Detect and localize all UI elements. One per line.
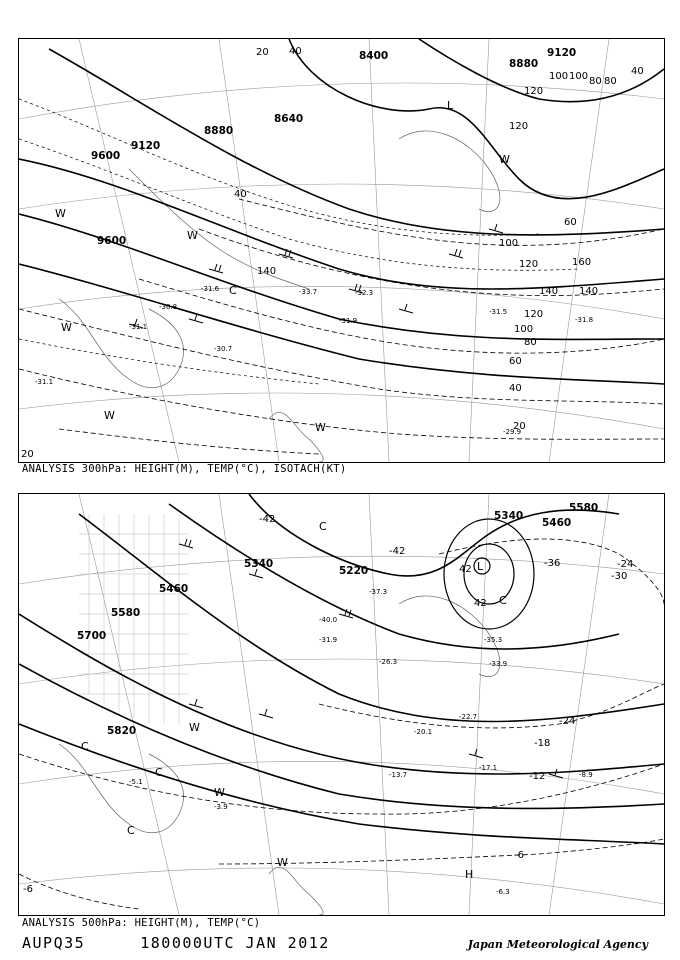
- svg-text:-20.1: -20.1: [414, 728, 433, 736]
- height-label: 8400: [359, 50, 389, 62]
- svg-text:W: W: [277, 856, 288, 869]
- svg-text:120: 120: [524, 86, 544, 97]
- svg-text:40: 40: [289, 46, 302, 57]
- isotach-labels: [21, 46, 644, 460]
- bulletin-header: [22, 934, 330, 952]
- svg-text:-30.7: -30.7: [214, 345, 233, 353]
- svg-text:-29.9: -29.9: [503, 428, 522, 436]
- svg-text:5580: 5580: [111, 607, 141, 619]
- svg-text:-31.9: -31.9: [319, 636, 338, 644]
- height-contours: [19, 494, 664, 844]
- svg-text:W: W: [187, 229, 198, 242]
- svg-text:-40.0: -40.0: [319, 616, 338, 624]
- svg-text:C: C: [319, 520, 327, 533]
- svg-text:40: 40: [509, 383, 522, 394]
- svg-text:C: C: [229, 284, 237, 297]
- svg-text:20: 20: [21, 449, 34, 460]
- svg-text:W: W: [61, 321, 72, 334]
- svg-text:140: 140: [539, 286, 559, 297]
- height-label: 8880: [204, 125, 234, 137]
- svg-text:-31.1: -31.1: [35, 378, 54, 386]
- svg-text:5220: 5220: [339, 565, 369, 577]
- low-contours: [444, 519, 534, 629]
- svg-text:C: C: [499, 594, 507, 607]
- svg-text:-6: -6: [23, 884, 33, 895]
- svg-text:60: 60: [509, 356, 522, 367]
- svg-text:W: W: [55, 207, 66, 220]
- svg-text:42: 42: [474, 598, 487, 609]
- height-label: 8880: [509, 58, 539, 70]
- caption-300hpa: ANALYSIS 300hPa: HEIGHT(M), TEMP(°C), ISOTACH(KT): [22, 463, 347, 475]
- svg-text:20: 20: [256, 47, 269, 58]
- height-label: 9600: [97, 235, 127, 247]
- svg-text:-24: -24: [617, 559, 634, 570]
- wind-barbs: [179, 539, 563, 778]
- svg-text:5340: 5340: [494, 510, 524, 522]
- svg-text:-37.3: -37.3: [369, 588, 388, 596]
- height-label: 8640: [274, 113, 304, 125]
- svg-text:-42: -42: [259, 514, 276, 525]
- svg-text:5460: 5460: [542, 517, 572, 529]
- svg-text:-33.7: -33.7: [299, 288, 318, 296]
- svg-text:-36: -36: [544, 558, 561, 569]
- svg-text:-31.8: -31.8: [575, 316, 594, 324]
- svg-text:5820: 5820: [107, 725, 137, 737]
- svg-text:40: 40: [234, 189, 247, 200]
- svg-text:-31.6: -31.6: [201, 285, 220, 293]
- bulletin-code: AUPQ35: [22, 934, 86, 952]
- svg-text:80: 80: [604, 76, 617, 87]
- chart-500hpa: [18, 493, 665, 916]
- svg-text:-12: -12: [529, 771, 546, 782]
- svg-text:160: 160: [572, 257, 592, 268]
- hatched-region: [79, 514, 189, 724]
- svg-text:-13.7: -13.7: [389, 771, 408, 779]
- svg-text:-42: -42: [389, 546, 406, 557]
- svg-text:5460: 5460: [159, 583, 189, 595]
- svg-text:-8.9: -8.9: [579, 771, 593, 779]
- svg-text:5580: 5580: [569, 502, 599, 514]
- height-label: 9600: [91, 150, 121, 162]
- svg-text:-5.1: -5.1: [129, 778, 143, 786]
- svg-text:C: C: [127, 824, 135, 837]
- svg-text:140: 140: [257, 266, 277, 277]
- svg-text:W: W: [189, 721, 200, 734]
- svg-text:C: C: [155, 766, 163, 779]
- svg-text:-31.9: -31.9: [339, 317, 358, 325]
- svg-text:C: C: [81, 740, 89, 753]
- svg-text:-35.3: -35.3: [484, 636, 503, 644]
- svg-text:60: 60: [564, 217, 577, 228]
- svg-text:100: 100: [549, 71, 569, 82]
- svg-text:W: W: [104, 409, 115, 422]
- svg-text:-31.1: -31.1: [129, 323, 148, 331]
- svg-text:120: 120: [509, 121, 529, 132]
- svg-text:-6: -6: [514, 850, 524, 861]
- agency-name: Japan Meteorological Agency: [467, 938, 648, 951]
- svg-text:H: H: [465, 868, 474, 881]
- coastlines: [59, 131, 500, 462]
- bulletin-datetime: 180000UTC JAN 2012: [140, 934, 330, 952]
- svg-text:100: 100: [499, 238, 519, 249]
- svg-text:5340: 5340: [244, 558, 274, 570]
- svg-text:-6.3: -6.3: [496, 888, 510, 896]
- svg-text:120: 120: [524, 309, 544, 320]
- svg-text:-24: -24: [559, 716, 576, 727]
- svg-text:5700: 5700: [77, 630, 107, 642]
- svg-text:140: 140: [579, 286, 599, 297]
- height-label: 9120: [547, 47, 577, 59]
- svg-text:100: 100: [569, 71, 589, 82]
- svg-text:-30.8: -30.8: [159, 303, 178, 311]
- svg-text:-3.9: -3.9: [214, 803, 228, 811]
- svg-text:W: W: [499, 153, 510, 166]
- caption-500hpa: ANALYSIS 500hPa: HEIGHT(M), TEMP(°C): [22, 917, 261, 929]
- svg-text:-26.3: -26.3: [379, 658, 398, 666]
- pressure-markers: [55, 99, 510, 434]
- svg-text:-18: -18: [534, 738, 551, 749]
- chart-300hpa: [18, 38, 665, 463]
- svg-text:80: 80: [589, 76, 602, 87]
- height-labels: [77, 502, 598, 737]
- svg-text:L: L: [447, 99, 454, 112]
- svg-text:120: 120: [519, 259, 539, 270]
- svg-text:42: 42: [459, 564, 472, 575]
- svg-text:20: 20: [513, 421, 526, 432]
- svg-text:-31.5: -31.5: [489, 308, 508, 316]
- svg-text:-33.9: -33.9: [489, 660, 508, 668]
- svg-text:80: 80: [524, 337, 537, 348]
- svg-text:-32.3: -32.3: [355, 289, 374, 297]
- svg-text:W: W: [214, 786, 225, 799]
- svg-text:100: 100: [514, 324, 534, 335]
- map-500hpa: [19, 494, 664, 915]
- svg-text:W: W: [315, 421, 326, 434]
- svg-text:L: L: [477, 560, 484, 573]
- svg-text:40: 40: [631, 66, 644, 77]
- svg-text:-22.7: -22.7: [459, 713, 478, 721]
- map-300hpa: [19, 39, 664, 462]
- svg-text:-30: -30: [611, 571, 628, 582]
- svg-text:-17.1: -17.1: [479, 764, 498, 772]
- height-label: 9120: [131, 140, 161, 152]
